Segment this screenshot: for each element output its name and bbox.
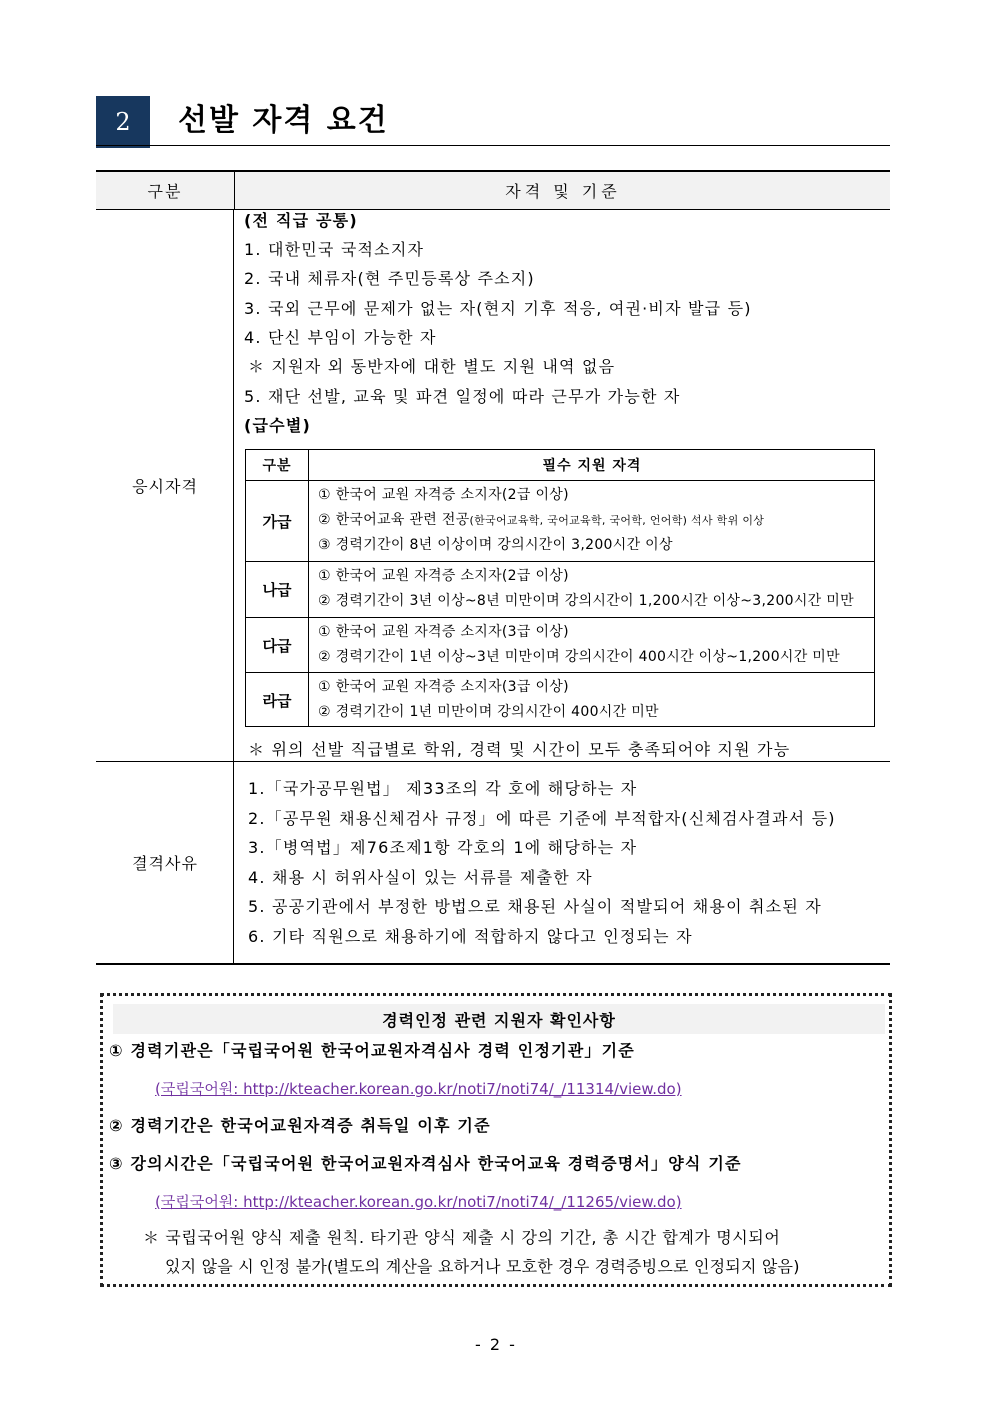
notice-link[interactable]: (국립국어원: http://kteacher.korean.go.kr/noti7/noti74/_/11265/view.do) xyxy=(155,1193,682,1211)
grade-table xyxy=(245,449,875,727)
grade-item: ① 한국어 교원 자격증 소지자(2급 이상) xyxy=(318,568,569,584)
common-title: (전 직급 공통) xyxy=(244,211,358,230)
disqualification-item: 1.「국가공무원법」 제33조의 각 호에 해당하는 자 xyxy=(248,779,638,798)
disqualification-item: 5. 공공기관에서 부정한 방법으로 채용된 사실이 적발되어 채용이 취소된 자 xyxy=(248,897,822,916)
header-category: 구분 xyxy=(147,182,183,201)
common-item: 1. 대한민국 국적소지자 xyxy=(244,240,425,259)
common-item: 2. 국내 체류자(현 주민등록상 주소지) xyxy=(244,269,535,288)
grade-item: ② 한국어교육 관련 전공(한국어교육학, 국어교육학, 국어학, 언어학) 석사 학위 이상 xyxy=(318,512,765,528)
grade-item: ② 경력기간이 1년 이상~3년 미만이며 강의시간이 400시간 이상~1,200시간 미만 xyxy=(318,649,840,665)
notice-item: ② 경력기간은 한국어교원자격증 취득일 이후 기준 xyxy=(109,1116,491,1135)
notice-item: ③ 강의시간은「국립국어원 한국어교원자격심사 한국어교육 경력증명서」양식 기준 xyxy=(109,1154,742,1173)
section-divider xyxy=(96,145,890,146)
table-header xyxy=(96,170,890,210)
grade-title: (급수별) xyxy=(244,416,311,435)
grade-header-category: 구분 xyxy=(262,458,292,474)
grade-item: ② 경력기간이 3년 이상~8년 미만이며 강의시간이 1,200시간 이상~3,200시간 미만 xyxy=(318,593,854,609)
grade-item: ① 한국어 교원 자격증 소지자(3급 이상) xyxy=(318,624,569,640)
grade-item: ① 한국어 교원 자격증 소지자(2급 이상) xyxy=(318,487,569,503)
disqualification-item: 6. 기타 직원으로 채용하기에 적합하지 않다고 인정되는 자 xyxy=(248,927,693,946)
grade-label: 가급 xyxy=(262,512,292,531)
notice-note: ＊ 국립국어원 양식 제출 원칙. 타기관 양식 제출 시 강의 기간, 총 시간 합계가 명시되어 xyxy=(143,1228,781,1247)
grade-label: 다급 xyxy=(262,636,292,655)
grade-row-divider xyxy=(246,480,874,481)
grade-row-divider xyxy=(246,561,874,562)
section-number: 2 xyxy=(96,96,150,148)
notice-box xyxy=(100,993,892,1287)
row-label-disqualification: 결격사유 xyxy=(132,854,198,873)
grade-item: ① 한국어 교원 자격증 소지자(3급 이상) xyxy=(318,679,569,695)
row-label-eligibility: 응시자격 xyxy=(132,477,198,496)
grade-label: 나급 xyxy=(262,581,292,599)
grade-item: ② 경력기간이 1년 미만이며 강의시간이 400시간 미만 xyxy=(318,704,659,720)
grade-column-divider xyxy=(308,450,309,726)
disqualification-item: 3.「병역법」제76조제1항 각호의 1에 해당하는 자 xyxy=(248,838,638,857)
grade-header-requirements: 필수 지원 자격 xyxy=(542,458,642,474)
section-title: 선발 자격 요건 xyxy=(178,103,389,138)
header-criteria: 자격 및 기준 xyxy=(234,172,891,209)
page-number: - 2 - xyxy=(475,1335,517,1354)
eligibility-footnote: ＊ 위의 선발 직급별로 학위, 경력 및 시간이 모두 충족되어야 지원 가능 xyxy=(248,740,791,759)
common-item: 4. 단신 부임이 가능한 자 xyxy=(244,328,437,347)
notice-link[interactable]: (국립국어원: http://kteacher.korean.go.kr/noti7/noti74/_/11314/view.do) xyxy=(155,1080,682,1098)
notice-note: 있지 않을 시 인정 불가(별도의 계산을 요하거나 모호한 경우 경력증빙으로 인정되지 않음) xyxy=(165,1257,800,1276)
disqualification-item: 2.「공무원 채용신체검사 규정」에 따른 기준에 부적합자(신체검사결과서 등) xyxy=(248,809,836,828)
disqualification-item: 4. 채용 시 허위사실이 있는 서류를 제출한 자 xyxy=(248,868,593,887)
grade-row-divider xyxy=(246,672,874,673)
common-note: ＊ 지원자 외 동반자에 대한 별도 지원 내역 없음 xyxy=(248,357,616,376)
common-item: 3. 국외 근무에 문제가 없는 자(현지 기후 적응, 여권·비자 발급 등) xyxy=(244,299,752,318)
grade-item-detail: (한국어교육학, 국어교육학, 국어학, 언어학) 석사 학위 이상 xyxy=(469,514,765,527)
table-bottom-border xyxy=(96,963,890,965)
grade-item: ③ 경력기간이 8년 이상이며 강의시간이 3,200시간 이상 xyxy=(318,537,673,553)
grade-row-divider xyxy=(246,617,874,618)
common-item: 5. 재단 선발, 교육 및 파견 일정에 따라 근무가 가능한 자 xyxy=(244,387,681,406)
grade-label: 라급 xyxy=(262,691,292,710)
notice-title: 경력인정 관련 지원자 확인사항 xyxy=(113,1004,885,1034)
notice-item: ① 경력기관은「국립국어원 한국어교원자격심사 경력 인정기관」기준 xyxy=(109,1041,635,1060)
